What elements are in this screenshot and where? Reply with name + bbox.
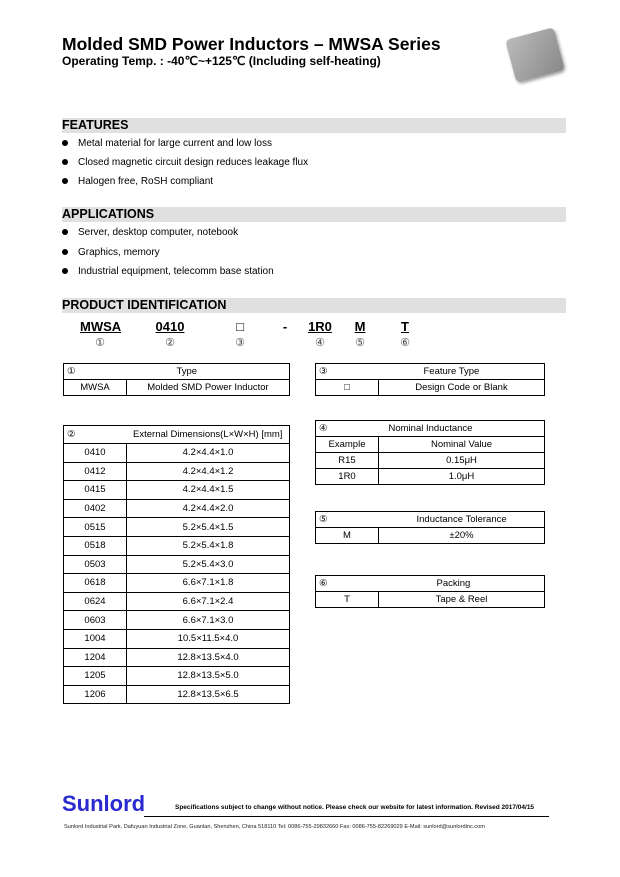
applications-heading: APPLICATIONS [62,207,566,222]
part-code: M [354,319,366,334]
dimension-row: 1206 12.8×13.5×6.5 [64,685,290,704]
packing-table: ⑥ Packing T Tape & Reel [315,575,545,608]
dimension-row: 0503 5.2×5.4×3.0 [64,555,290,574]
dimension-row: 0515 5.2×5.4×1.5 [64,518,290,537]
part-code-num: ⑤ [355,337,365,349]
footer-divider [144,816,549,817]
part-code: MWSA [80,319,122,334]
sunlord-logo: Sunlord [62,791,146,816]
part-code-num: ⑥ [400,337,410,349]
part-code: 0410 [155,319,185,334]
feature-type-table: ③ Feature Type □ Design Code or Blank [315,363,545,396]
dimensions-table: ② External Dimensions(L×W×H) [mm] 0410 4.2×4.4×1.0 0412 4.2×4.4×1.2 0415 4.2×4.4×1.5 0402 4.2×4.4×2.0 0515 5.2×5.4×1.5 0518 5.2×5.4×1.8 0503 5.2×5.4×3.0 0618 6.6×7.1×1.8 0624 6.6×7.1×2.4 0603 6.6×7.1×3.0 1004 10.5×11.5×4.0 1204 12.8×13.5×4.0 1205 12.8×13.5×5.0 1206 12.8×13.5×6.5 [63,425,290,704]
feature-item: Closed magnetic circuit design reduces leakage flux [62,157,308,168]
part-code-dash: - [282,319,288,334]
inductor-product-image [505,27,565,82]
part-code-num: ① [95,337,105,349]
dimension-row: 0624 6.6×7.1×2.4 [64,592,290,611]
dimension-row: 1205 12.8×13.5×5.0 [64,667,290,686]
footer-note: Specifications subject to change without notice. Please check our website for latest information. Revised 2017/04/15 [175,804,535,811]
dimension-row: 0603 6.6×7.1×3.0 [64,611,290,630]
part-code: T [401,319,409,334]
part-code-num: ② [165,337,175,349]
product-identification-heading: PRODUCT IDENTIFICATION [62,298,566,313]
page-subtitle: Operating Temp. : -40℃~+125℃ (Including self-heating) [62,54,381,68]
type-table: ① Type MWSA Molded SMD Power Inductor [63,363,290,396]
feature-item: Metal material for large current and low loss [62,138,272,149]
dimension-row: 0518 5.2×5.4×1.8 [64,536,290,555]
nominal-inductance-table: ④ Nominal Inductance Example Nominal Value R15 0.15μH 1R0 1.0μH [315,420,545,485]
dimension-row: 0412 4.2×4.4×1.2 [64,462,290,481]
footer-address: Sunlord Industrial Park, Dafuyuan Industrial Zone, Guanlan, Shenzhen, China 518110 Tel: 0086-755-29832660 Fax: 0086-755-82269029 E-Mail: sunlord@sunlordinc.com [64,824,485,830]
page-title: Molded SMD Power Inductors – MWSA Series [62,34,441,54]
dimension-row: 0402 4.2×4.4×2.0 [64,499,290,518]
application-item: Graphics, memory [62,247,160,258]
dimension-row: 0410 4.2×4.4×1.0 [64,444,290,463]
dimension-row: 1204 12.8×13.5×4.0 [64,648,290,667]
application-item: Server, desktop computer, notebook [62,227,238,238]
part-code-num: ④ [315,337,325,349]
part-code: □ [236,319,244,334]
dimension-row: 1004 10.5×11.5×4.0 [64,629,290,648]
application-item: Industrial equipment, telecomm base station [62,266,274,277]
part-code: 1R0 [308,319,332,334]
dimension-row: 0415 4.2×4.4×1.5 [64,481,290,500]
tolerance-table: ⑤ Inductance Tolerance M ±20% [315,511,545,544]
feature-item: Halogen free, RoSH compliant [62,176,213,187]
features-heading: FEATURES [62,118,566,133]
dimension-row: 0618 6.6×7.1×1.8 [64,574,290,593]
part-code-num: ③ [235,337,245,349]
